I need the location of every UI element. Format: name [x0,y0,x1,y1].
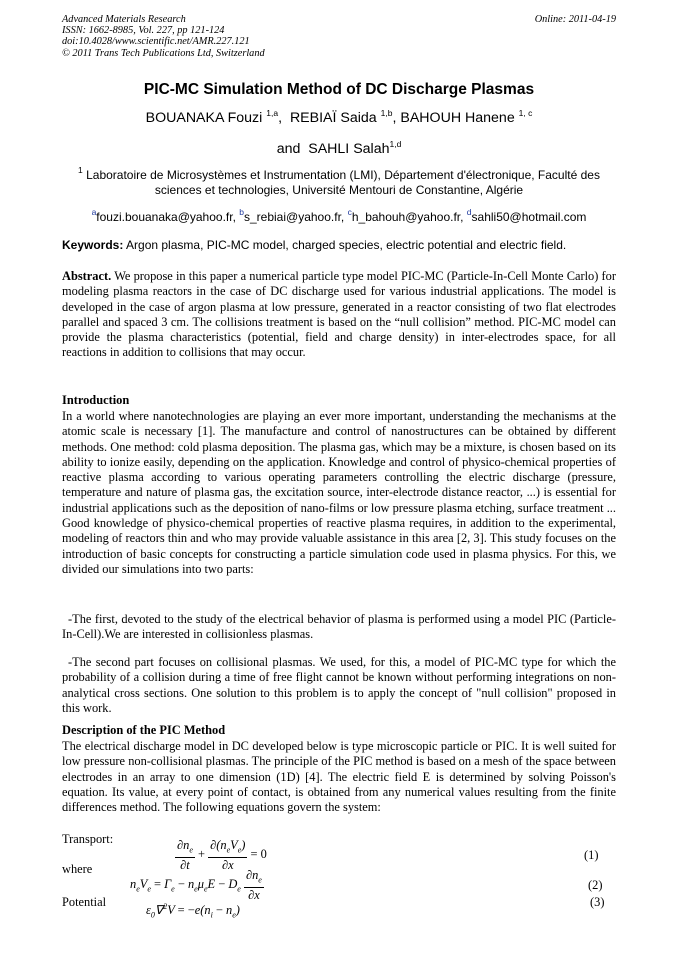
author-separator: , [392,110,397,126]
affiliation [62,165,616,198]
email-sup: a [91,207,97,217]
abstract-label: Abstract. [62,269,112,283]
author-name: SAHLI Salah [308,141,390,157]
author-affil-sup: 1,a [266,108,279,118]
transport-label: Transport: [62,832,114,846]
author-emails [62,207,616,224]
keywords-label: Keywords: [62,238,124,252]
email-sup: c [347,207,352,217]
equation-number-2: (2) [588,878,603,892]
potential-label: Potential [62,895,107,909]
author-name: REBIAÏ Saida [289,110,377,126]
author-name: BAHOUH Hanene [400,110,515,126]
introduction-paragraph-2: -The first, devoted to the study of the electrical behavior of plasma is performed using a model PIC (Particle-In-Cell).We are interested in collisionless plasmas. [62,612,616,642]
introduction-paragraph-3: -The second part focuses on collisional plasmas. We used, for this, a model of PIC-MC type for which the probability of a collision during a time of free flight cannot be known without performing integrations on non-analytical cross sections. One solution to this problem is to apply the concept of "null collision" proposed in this work. [62,655,616,715]
email-sup: b [239,207,244,217]
email-link[interactable]: s_rebiai@yahoo.fr, [244,210,345,224]
section-heading-introduction: Introduction [62,393,130,407]
email-sup: d [466,207,472,217]
author-affil-sup: 1, c [518,108,533,118]
equation-number-1: (1) [584,848,599,862]
keywords-text: Argon plasma, PIC-MC model, charged species, electric potential and electric field. [126,238,567,252]
email-link[interactable]: fouzi.bouanaka@yahoo.fr, [96,210,236,224]
journal-doi: doi:10.4028/www.scientific.net/AMR.227.121 [62,36,250,48]
author-and: and [276,141,301,157]
author-separator: , [278,110,283,126]
equation-1: $\frac{\partial n_e}{\partial t}$ + $\frac{\partial(n_eV_e)}{\partial x}$ = 0 [177,838,267,873]
introduction-paragraph-1: In a world where nanotechnologies are playing an ever more important, understanding the mechanisms at the atomic scale is necessary [1]. The manufacture and control of nanostructures can be obtained by different methods. One method: cold plasma deposition. The plasma gas, which may be a mixture, is chosen based on its ability to ionize easily, depending on the application. Knowledge and control of physico-chemical properties of reactive plasma according to various operating parameters controlling the electric discharge (pressure, temperature and nature of plasma gas, the excitation source, inter-electrode distance reactor, ...) is essential for industrial applications such as the deposition of nano-films or low pressure plasma etching, surface treatment ... Good knowledge of physico-chemical properties of reactive plasma requires, in addition to the experimental, modeling of reactors thin and who may provide valuable assistance in this area [2, 3]. This study focuses on the introduction of basic concepts for constructing a particle simulation code used in plasma physics. For this, we divided our simulations into two parts: [62,409,616,576]
author-affil-sup: 1,b [380,108,393,118]
authors-line-1 [62,110,616,126]
email-link[interactable]: h_bahouh@yahoo.fr, [351,210,464,224]
pic-method-paragraph: The electrical discharge model in DC developed below is type microscopic particle or PIC. It is well suited for low pressure non-collisional plasmas. The principle of the PIC method is based on a mesh of the space between electrodes in an array to one dimension (1D) [4]. The electric field E is determined by solving Poisson's equation. Its value, at every point of contact, is obtained from any numerical values resulting from the finite differences method. The following equations govern the system: [62,739,616,815]
journal-header [62,14,616,59]
section-heading-pic-method: Description of the PIC Method [62,723,226,737]
abstract-text: We propose in this paper a numerical particle type model PIC-MC (Particle-In-Cell Monte Carlo) for modeling plasma reactors in the case of DC discharge used for various industrial applications. The model is developed in the case of argon plasma at low pressure, generated in a reactor consisting of two flat electrodes parallel and spaced 3 cm. The collisions treatment is based on the “null collision” method. PIC-MC model can provide the plasma characteristics (potential, field and charge density) in inter-electrodes space, for all reactions in addition to collisions that may occur. [62,269,617,360]
equation-3: $\varepsilon_0\nabla^2V = -e(n_i - n_e)$ [146,902,240,920]
authors-line-2 [62,141,616,157]
abstract [62,269,616,361]
author-name: BOUANAKA Fouzi [145,110,263,126]
online-date: Online: 2011-04-19 [534,14,616,25]
affiliation-sup: 1 [78,165,83,175]
equation-2: $n_eV_e = \Gamma_e - n_e\mu_eE - D_e$ $\frac{\partial n_e}{\partial x}$ [130,868,262,903]
email-link[interactable]: sahli50@hotmail.com [471,210,587,224]
paper-title: PIC-MC Simulation Method of DC Discharge Plasmas [143,81,535,98]
keywords [62,238,616,252]
journal-issn: ISSN: 1662-8985, Vol. 227, pp 121-124 [62,25,225,37]
journal-name: Advanced Materials Research [62,14,186,25]
where-label: where [62,862,93,876]
affiliation-text: Laboratoire de Microsystèmes et Instrumentation (LMI), Département d'électronique, Faculté des sciences et technologies, Université Mentouri de Constantine, Algérie [86,168,600,197]
journal-copyright: © 2011 Trans Tech Publications Ltd, Switzerland [62,47,265,59]
author-affil-sup: 1,d [389,139,402,149]
equation-number-3: (3) [590,895,605,909]
